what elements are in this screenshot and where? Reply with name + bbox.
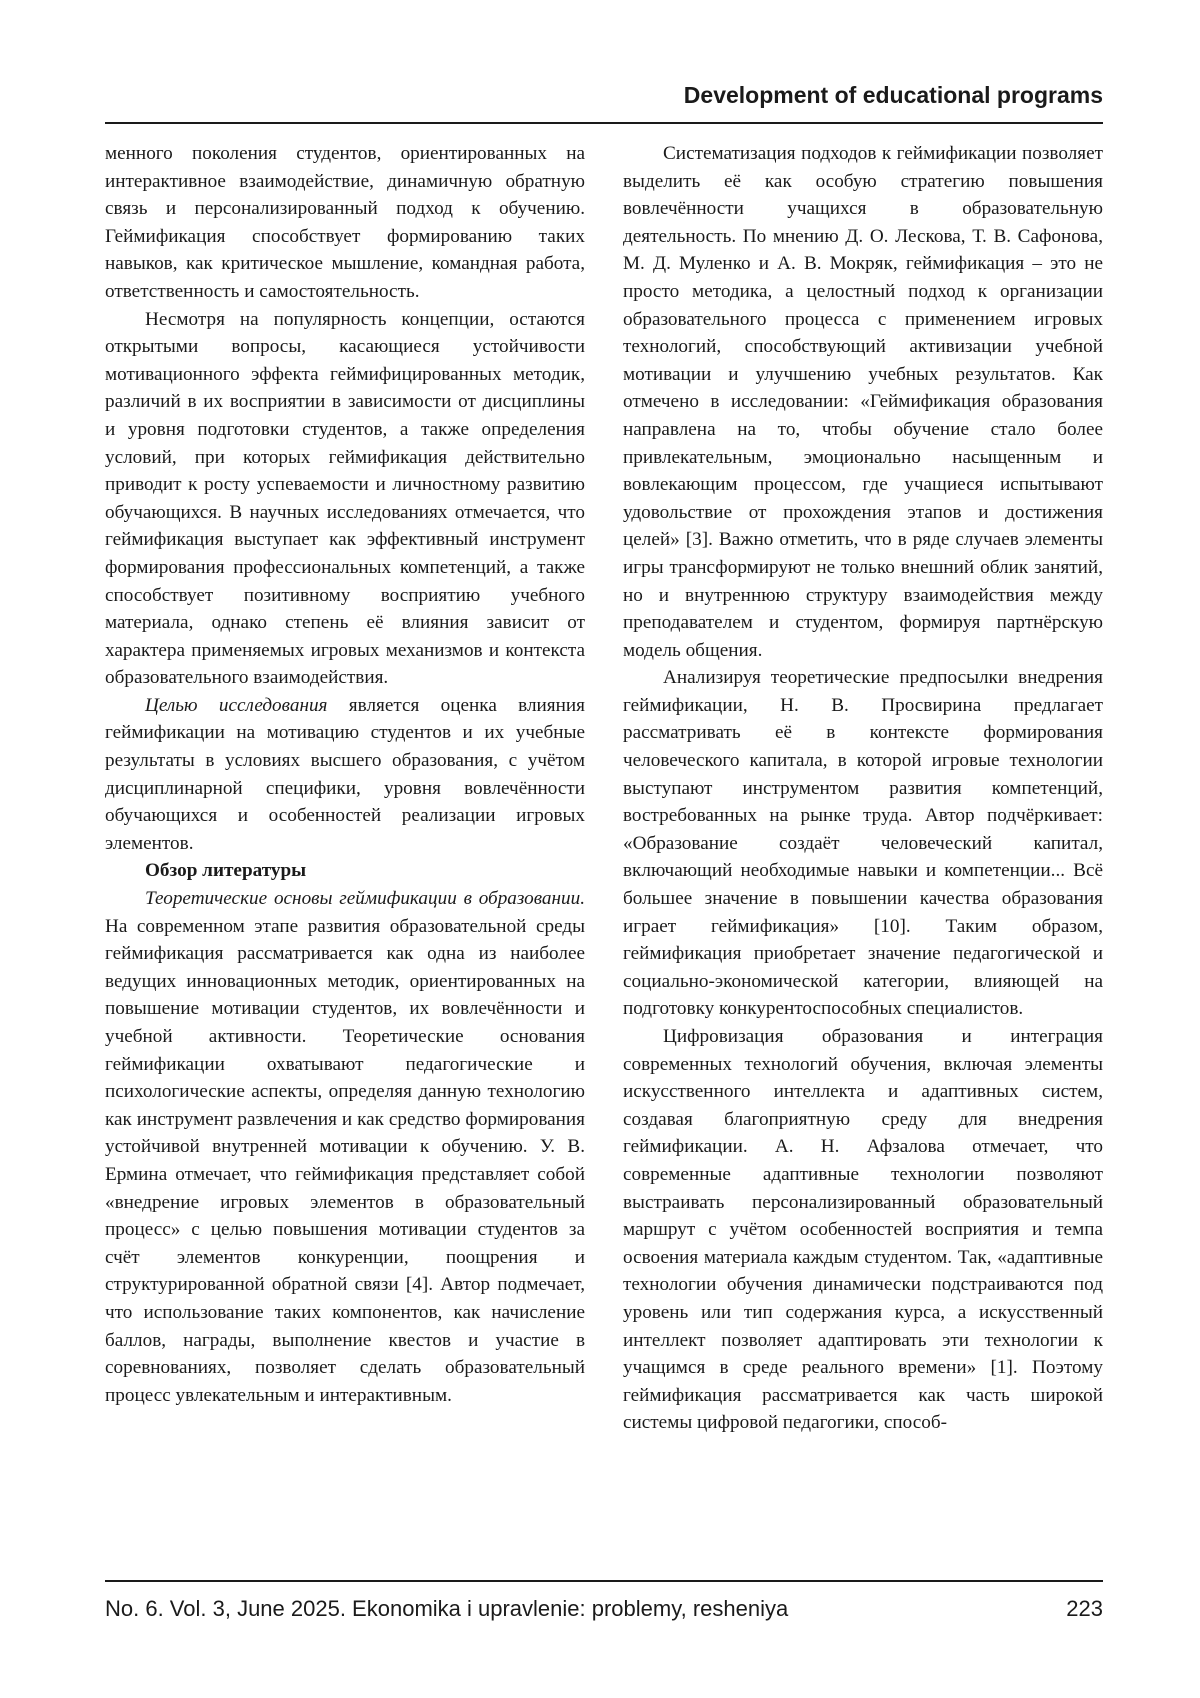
left-paragraph-4 — [105, 885, 585, 1409]
page-number: 223 — [1066, 1596, 1103, 1621]
right-column — [623, 140, 1103, 1437]
research-aim-text: является оценка влияния геймификации на мотивацию студентов и их учебные результаты в условиях высшего образования, с учётом дисциплинарной специфики, уровня вовлечённости обучающихся и особенностей реализации игровых элементов. — [105, 694, 585, 854]
left-paragraph-1: менного поколения студентов, ориентированных на интерактивное взаимодействие, динамичную обратную связь и персонализированный подход к обучению. Геймификация способствует формированию таких навыков, как критическое мышление, командная работа, ответственность и самостоятельность. — [105, 143, 585, 302]
left-paragraph-3 — [105, 692, 585, 858]
right-paragraph-1: Систематизация подходов к геймификации позволяет выделить её как особую стратегию повышения вовлечённости учащихся в образовательную деятельность. По мнению Д. О. Лескова, Т. В. Сафонова, М. Д. Муленко и А. В. Мокряк, геймификация – это не просто методика, а целостный подход к организации образовательного процесса с применением игровых технологий, способствующий активизации учебной мотивации и улучшению учебных результатов. Как отмечено в исследовании: «Геймификация образования направлена на то, чтобы обучение стало более привлекательным, эмоционально насыщенным и вовлекающим процессом, где учащиеся испытывают удовольствие от прохождения этапов и достижения целей» [3]. Важно отметить, что в ряде случаев элементы игры трансформируют не только внешний облик занятий, но и внутреннюю структуру взаимодействия между преподавателем и студентом, формируя партнёрскую модель общения. — [623, 143, 1103, 661]
journal-citation: No. 6. Vol. 3, June 2025. Ekonomika i upravlenie: problemy, resheniya — [105, 1596, 789, 1621]
section-heading-literature: Обзор литературы — [145, 860, 307, 882]
running-head: Development of educational programs — [683, 82, 1103, 108]
subsection-title-italic: Теоретические основы геймификации в образовании. — [145, 888, 585, 910]
research-aim-italic: Целью исследования — [145, 694, 328, 716]
right-paragraph-2: Анализируя теоретические предпосылки внедрения геймификации, Н. В. Просвирина предлагает рассматривать её в контексте формирования человеческого капитала, в которой игровые технологии выступают инструментом развития компетенций, востребованных на рынке труда. Автор подчёркивает: «Образование создаёт человеческий капитал, включающий необходимые навыки и компетенции... Всё большее значение в повышении качества образования играет геймификация» [10]. Таким образом, геймификация приобретает значение педагогической и социально-экономической категории, влияющей на подготовку конкурентоспособных специалистов. — [623, 667, 1103, 1020]
left-paragraph-2: Несмотря на популярность концепции, остаются открытыми вопросы, касающиеся устойчивости мотивационного эффекта геймифицированных методик, различий в их восприятии в зависимости от дисциплины и уровня подготовки студентов, а также определения условий, при которых геймификация действительно приводит к росту успеваемости и личностному развитию обучающихся. В научных исследованиях отмечается, что геймификация выступает как эффективный инструмент формирования профессиональных компетенций, а также способствует позитивному восприятию учебного материала, однако степень её влияния зависит от характера применяемых игровых механизмов и контекста образовательного взаимодействия. — [105, 308, 585, 689]
subsection-text: На современном этапе развития образовательной среды геймификация рассматривается как одна из наиболее ведущих инновационных методик, ориентированных на повышение мотивации студентов, их вовлечённости и учебной активности. Теоретические основания геймификации охватывают педагогические и психологические аспекты, определяя данную технологию как инструмент развлечения и как средство формирования устойчивой внутренней мотивации к обучению. У. В. Ермина отмечает, что геймификация представляет собой «внедрение игровых элементов в образовательный процесс» с целью повышения мотивации студентов за счёт элементов конкуренции, поощрения и структурированной обратной связи [4]. Автор подмечает, что использование таких компонентов, как начисление баллов, награды, выполнение квестов и участие в соревнованиях, позволяет сделать образовательный процесс увлекательным и интерактивным. — [105, 915, 585, 1406]
left-column — [105, 140, 585, 1409]
right-paragraph-3: Цифровизация образования и интеграция современных технологий обучения, включая элементы искусственного интеллекта и адаптивных систем, создавая благоприятную среду для внедрения геймификации. А. Н. Афзалова отмечает, что современные адаптивные технологии позволяют выстраивать персонализированный образовательный маршрут с учётом особенностей восприятия и темпа освоения материала каждым студентом. Так, «адаптивные технологии обучения динамически подстраиваются под уровень или тип содержания курса, а искусственный интеллект позволяет адаптировать эти технологии к учащимся в среде реального времени» [1]. Поэтому геймификация рассматривается как часть широкой системы цифровой педагогики, способ- — [623, 1026, 1103, 1434]
header-rule — [105, 122, 1103, 124]
footer-rule — [105, 1580, 1103, 1582]
